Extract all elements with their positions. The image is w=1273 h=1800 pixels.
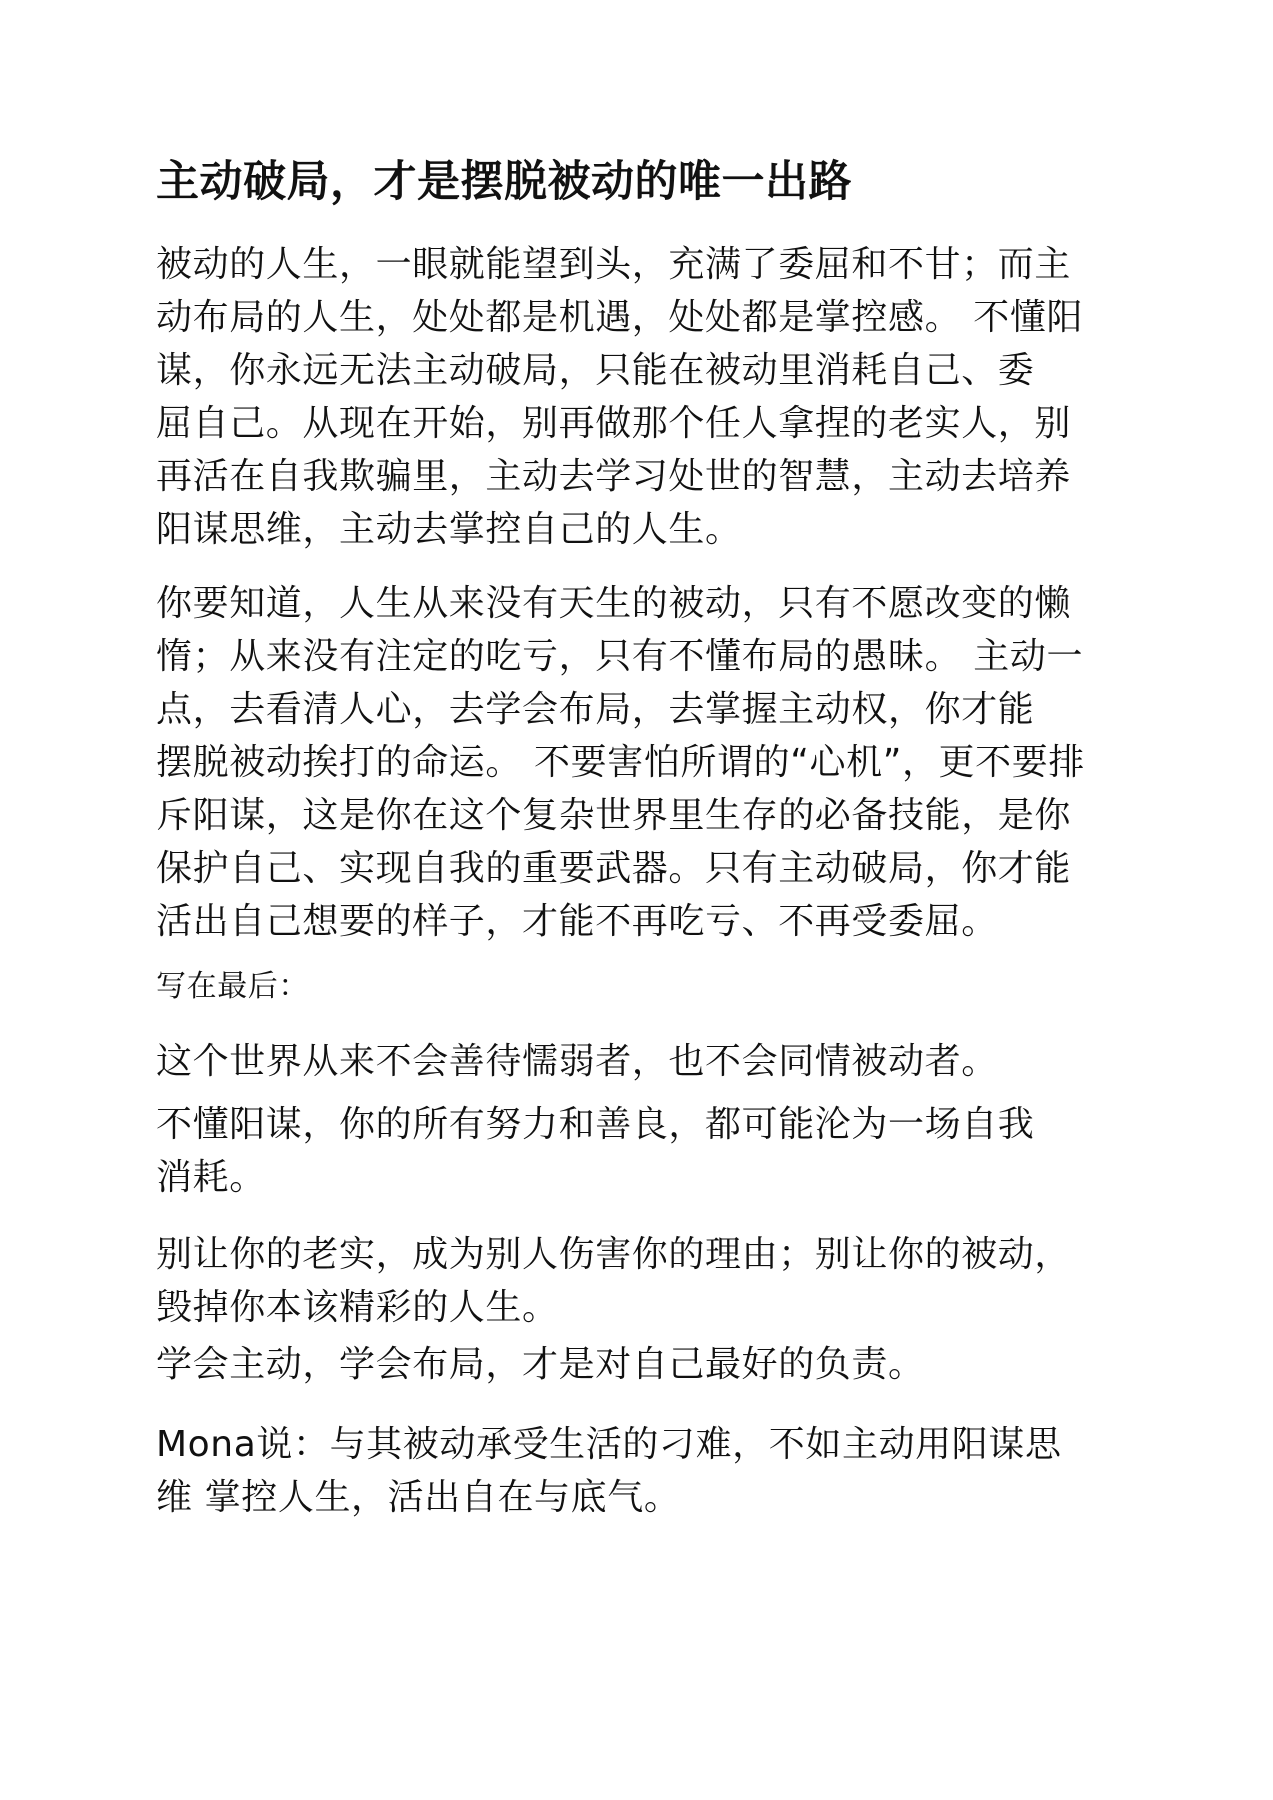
paragraph-line: 活出自己想要的样子，才能不再吃亏、不再受委屈。 (156, 901, 998, 942)
paragraph-line: 斥阳谋，这是你在这个复杂世界里生存的必备技能，是你 (156, 795, 1072, 836)
closing-line: Mona说：与其被动承受生活的刁难，不如主动用阳谋思 (156, 1424, 1062, 1465)
closing-section-4 (156, 1338, 1126, 1391)
closing-line: 学会主动，学会布局，才是对自己最好的负责。 (156, 1344, 925, 1385)
paragraph-2 (156, 577, 1126, 948)
paragraph-line: 摆脱被动挨打的命运。 不要害怕所谓的“心机”，更不要排 (156, 742, 1085, 783)
closing-signature-note (156, 1418, 1126, 1524)
closing-section-3 (156, 1228, 1126, 1334)
closing-line: 不懂阳谋，你的所有努力和善良，都可能沦为一场自我 (156, 1104, 1035, 1145)
paragraph-line: 屈自己。从现在开始，别再做那个任人拿捏的老实人，别 (156, 403, 1072, 444)
closing-line: 毁掉你本该精彩的人生。 (156, 1287, 559, 1328)
closing-section-1 (156, 1035, 1126, 1088)
closing-section-2 (156, 1098, 1126, 1204)
paragraph-line: 动布局的人生，处处都是机遇，处处都是掌控感。 不懂阳 (156, 297, 1084, 338)
paragraph-line: 保护自己、实现自我的重要武器。只有主动破局，你才能 (156, 848, 1072, 889)
closing-heading: 写在最后： (156, 969, 309, 1004)
closing-line: 消耗。 (156, 1157, 266, 1198)
article-title: 主动破局，才是摆脱被动的唯一出路 (156, 157, 852, 207)
paragraph-line: 被动的人生，一眼就能望到头，充满了委屈和不甘；而主 (156, 244, 1072, 285)
paragraph-line: 阳谋思维，主动去掌控自己的人生。 (156, 509, 742, 550)
paragraph-line: 点，去看清人心，去学会布局，去掌握主动权，你才能 (156, 689, 1035, 730)
closing-line: 维 掌控人生，活出自在与底气。 (156, 1477, 681, 1518)
paragraph-line: 你要知道，人生从来没有天生的被动，只有不愿改变的懒 (156, 583, 1072, 624)
paragraph-line: 惰；从来没有注定的吃亏，只有不懂布局的愚昧。 主动一 (156, 636, 1084, 677)
closing-line: 别让你的老实，成为别人伤害你的理由；别让你的被动， (156, 1234, 1072, 1275)
paragraph-line: 再活在自我欺骗里，主动去学习处世的智慧，主动去培养 (156, 456, 1072, 497)
closing-line: 这个世界从来不会善待懦弱者，也不会同情被动者。 (156, 1041, 998, 1082)
article (156, 0, 1126, 1800)
paragraph-line: 谋，你永远无法主动破局，只能在被动里消耗自己、委 (156, 350, 1035, 391)
paragraph-1 (156, 238, 1126, 556)
